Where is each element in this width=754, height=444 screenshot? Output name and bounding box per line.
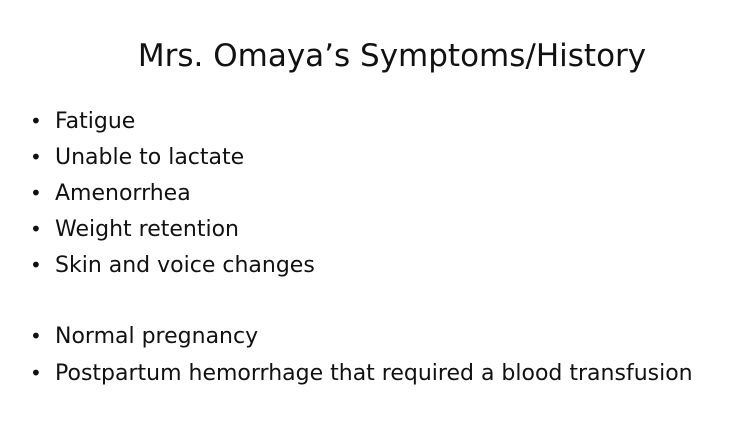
bullet-text: Skin and voice changes bbox=[55, 253, 315, 278]
bullet-item-amenorrhea bbox=[30, 176, 191, 210]
bullet-text: Postpartum hemorrhage that required a blood transfusion bbox=[55, 361, 693, 386]
bullet-dot: • bbox=[30, 253, 42, 277]
bullet-dot: • bbox=[30, 324, 42, 348]
bullet-dot: • bbox=[30, 145, 42, 169]
bullet-dot: • bbox=[30, 181, 42, 205]
bullet-item-postpartum-hemorrhage bbox=[30, 356, 693, 390]
bullet-item-skin-voice-changes bbox=[30, 248, 315, 282]
bullet-item-normal-pregnancy bbox=[30, 319, 258, 353]
bullet-dot: • bbox=[30, 361, 42, 385]
bullet-dot: • bbox=[30, 217, 42, 241]
bullet-text: Amenorrhea bbox=[55, 181, 191, 206]
bullet-text: Normal pregnancy bbox=[55, 324, 259, 349]
slide-title: Mrs. Omaya’s Symptoms/History bbox=[137, 38, 647, 74]
bullet-item-fatigue bbox=[30, 104, 135, 138]
bullet-text: Unable to lactate bbox=[55, 145, 245, 170]
bullet-text: Fatigue bbox=[55, 109, 136, 134]
bullet-item-unable-to-lactate bbox=[30, 140, 244, 174]
bullet-text: Weight retention bbox=[55, 217, 239, 242]
bullet-item-weight-retention bbox=[30, 212, 239, 246]
bullet-dot: • bbox=[30, 109, 42, 133]
